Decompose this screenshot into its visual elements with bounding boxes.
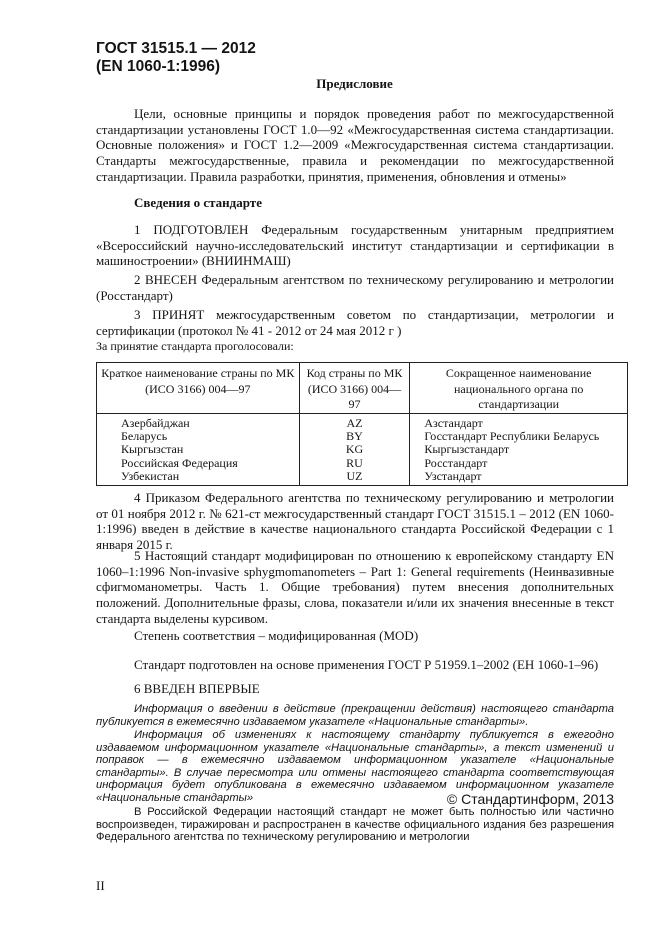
national-body: Росстандарт — [410, 457, 628, 470]
info-note-2: Информация об изменениях к настоящему стандарту публикуется в ежегодно издаваемом информационном указателе «Национальные стандарты», а текст изменений и поправок — в ежемесячно издаваемом информационном указателе «Национальные стандарты». В случае пересмотра или отмены настоящего стандарта соответствующая информация будет опубликована в ежемесячно издаваемом информационном указателе «Национальные стандарты» — [96, 729, 614, 804]
standard-info-item-2: 2 ВНЕСЕН Федеральным агентством по техническому регулированию и метрологии (Росстандарт) — [96, 272, 614, 303]
country-code: KG — [299, 443, 410, 456]
foreword-title: Предисловие — [316, 76, 393, 91]
gost-number: ГОСТ 31515.1 — 2012 — [96, 40, 256, 57]
conformity-degree: Степень соответствия – модифицированная (MOD) — [134, 628, 419, 643]
header-country-code: Код страны по МК (ИСО 3166) 004—97 — [299, 363, 410, 414]
table-row — [97, 413, 628, 430]
document-number — [96, 40, 256, 76]
country-code: AZ — [299, 413, 410, 430]
table-row — [97, 430, 628, 443]
country-name: Узбекистан — [97, 470, 300, 485]
country-name: Беларусь — [97, 430, 300, 443]
table-header-row — [97, 363, 628, 414]
standard-info-item-1: 1 ПОДГОТОВЛЕН Федеральным государственным унитарным предприятием «Всероссийский научно-исследовательский институт стандартизации и сертификации в машиностроении» (ВНИИНМАШ) — [96, 222, 614, 269]
country-code: BY — [299, 430, 410, 443]
standard-info-item-3: 3 ПРИНЯТ межгосударственным советом по стандартизации, метрологии и сертификации (протокол № 41 - 2012 от 24 мая 2012 г ) — [96, 307, 614, 338]
country-name: Российская Федерация — [97, 457, 300, 470]
info-note-1: Информация о введении в действие (прекращении действия) настоящего стандарта публикуется в ежемесячно издаваемом указателе «Национальные стандарты». — [96, 703, 614, 728]
national-body: Азстандарт — [410, 413, 628, 430]
table-row — [97, 457, 628, 470]
foreword-text: Цели, основные принципы и порядок проведения работ по межгосударственной стандартизации установлены ГОСТ 1.0—92 «Межгосударственная система стандартизации. Основные положения» и ГОСТ 1.2—2009 «Межгосударственная система стандартизации. Стандарты межгосударственные, правила и рекомендации по межгосударственной стандартизации. Правила разработки, принятия, применения, обновления и отмены» — [96, 106, 614, 184]
country-name: Кыргызстан — [97, 443, 300, 456]
country-code: UZ — [299, 470, 410, 485]
country-name: Азербайджан — [97, 413, 300, 430]
copyright-notice: В Российской Федерации настоящий стандарт не может быть полностью или частично воспроизведен, тиражирован и распространен в качестве официального издания без разрешения Федерального агентства по техническому регулированию и метрологии — [96, 806, 614, 844]
table-row — [97, 470, 628, 485]
standard-info-item-4: 4 Приказом Федерального агентства по техническому регулированию и метрологии от 01 ноября 2012 г. № 621-ст межгосударственный стандарт ГОСТ 31515.1 – 2012 (EN 1060-1:1996) введен в действие в качестве национального стандарта Российской Федерации с 1 января 2015 г. — [96, 490, 614, 553]
copyright-line: © Стандартинформ, 2013 — [446, 791, 614, 807]
voted-label: За принятие стандарта проголосовали: — [96, 339, 294, 353]
page-number: II — [96, 878, 105, 893]
standard-info-item-6: 6 ВВЕДЕН ВПЕРВЫЕ — [134, 681, 260, 696]
national-body: Госстандарт Республики Беларусь — [410, 430, 628, 443]
header-national-body: Сокращенное наименование национального органа по стандартизации — [410, 363, 628, 414]
table-row — [97, 443, 628, 456]
country-code: RU — [299, 457, 410, 470]
national-body: Кыргызстандарт — [410, 443, 628, 456]
standard-info-title: Сведения о стандарте — [134, 195, 262, 210]
national-body: Узстандарт — [410, 470, 628, 485]
standard-info-item-5: 5 Настоящий стандарт модифицирован по отношению к европейскому стандарту EN 1060–1:1996 Non-invasive sphygmomanometers – Part 1: General requirements (Неинвазивные сфигмоманометры. Часть 1. Общие требования) путем внесения дополнительных положений. Дополнительные фразы, слова, показатели и/или их значения внесенные в текст стандарта выделены курсивом. — [96, 548, 614, 626]
voting-table — [96, 362, 628, 486]
header-country-name: Краткое наименование страны по МК (ИСО 3166) 004—97 — [97, 363, 300, 414]
standard-basis: Стандарт подготовлен на основе применения ГОСТ Р 51959.1–2002 (ЕН 1060-1–96) — [134, 657, 599, 672]
en-number: (EN 1060-1:1996) — [96, 58, 221, 75]
